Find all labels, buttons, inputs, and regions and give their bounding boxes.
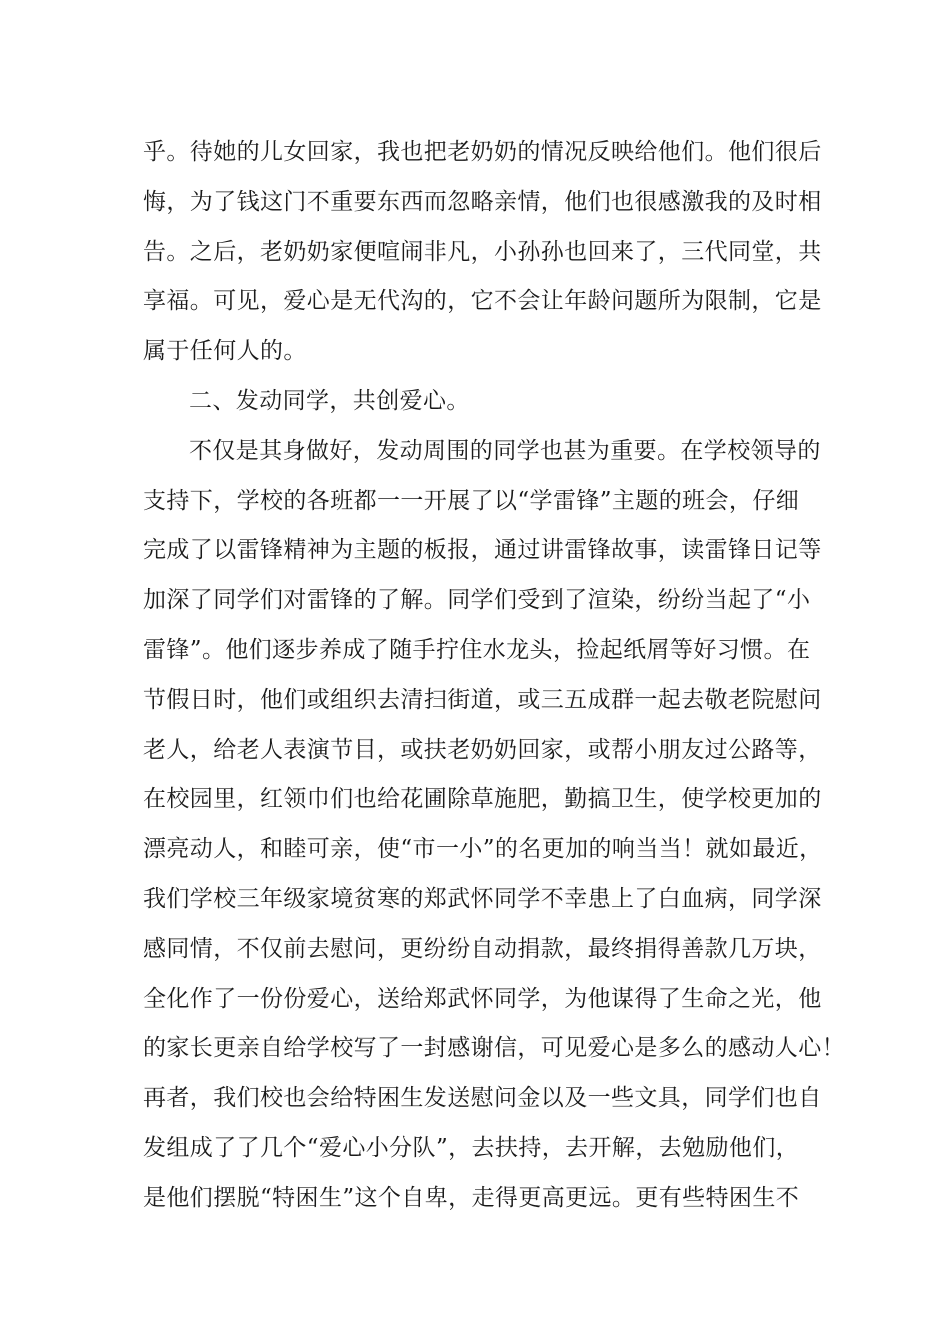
text-line: 发组成了了几个“爱心小分队”，去扶持，去开解，去勉励他们， [143, 1134, 800, 1161]
text-line: 告。之后，老奶奶家便喧闹非凡，小孙孙也回来了，三代同堂，共 [143, 238, 822, 265]
text-line: 雷锋”。他们逐步养成了随手拧住水龙头，捡起纸屑等好习惯。在 [143, 636, 811, 663]
text-line: 漂亮动人，和睦可亲，使“市一小”的名更加的响当当！就如最近， [143, 836, 823, 863]
text-line: 节假日时，他们或组织去清扫街道，或三五成群一起去敬老院慰问 [143, 686, 822, 713]
body-text [143, 128, 845, 1224]
text-line: 享福。可见，爱心是无代沟的，它不会让年龄问题所为限制，它是 [143, 288, 822, 315]
paragraph-start-line: 不仅是其身做好，发动周围的同学也甚为重要。在学校领导的 [189, 437, 821, 464]
text-line: 在校园里，红领巾们也给花圃除草施肥，勤搞卫生，使学校更加的 [143, 786, 822, 813]
text-line: 悔，为了钱这门不重要东西而忽略亲情，他们也很感激我的及时相 [143, 188, 822, 215]
text-line: 加深了同学们对雷锋的了解。同学们受到了渲染，纷纷当起了“小 [143, 587, 811, 614]
text-line: 感同情，不仅前去慰问，更纷纷自动捐款，最终捐得善款几万块， [143, 935, 822, 962]
text-line: 再者，我们校也会给特困生发送慰问金以及一些文具，同学们也自 [143, 1085, 822, 1112]
text-line: 我们学校三年级家境贫寒的郑武怀同学不幸患上了白血病，同学深 [143, 885, 822, 912]
text-line: 的家长更亲自给学校写了一封感谢信，可见爱心是多么的感动人心！ [143, 1035, 845, 1062]
section-heading: 二、发动同学，共创爱心。 [189, 387, 470, 414]
text-line: 支持下，学校的各班都一一开展了以“学雷锋”主题的班会，仔细 [143, 487, 800, 514]
text-line: 是他们摆脱“特困生”这个自卑，走得更高更远。更有些特困生不 [143, 1184, 800, 1211]
text-line: 乎。待她的儿女回家，我也把老奶奶的情况反映给他们。他们很后 [143, 139, 822, 165]
text-line: 全化作了一份份爱心，送给郑武怀同学，为他谋得了生命之光，他 [143, 985, 822, 1012]
text-line: 老人，给老人表演节目，或扶老奶奶回家，或帮小朋友过公路等， [143, 736, 822, 763]
text-line: 属于任何人的。 [143, 338, 307, 365]
text-line: 完成了以雷锋精神为主题的板报，通过讲雷锋故事，读雷锋日记等 [143, 537, 822, 564]
